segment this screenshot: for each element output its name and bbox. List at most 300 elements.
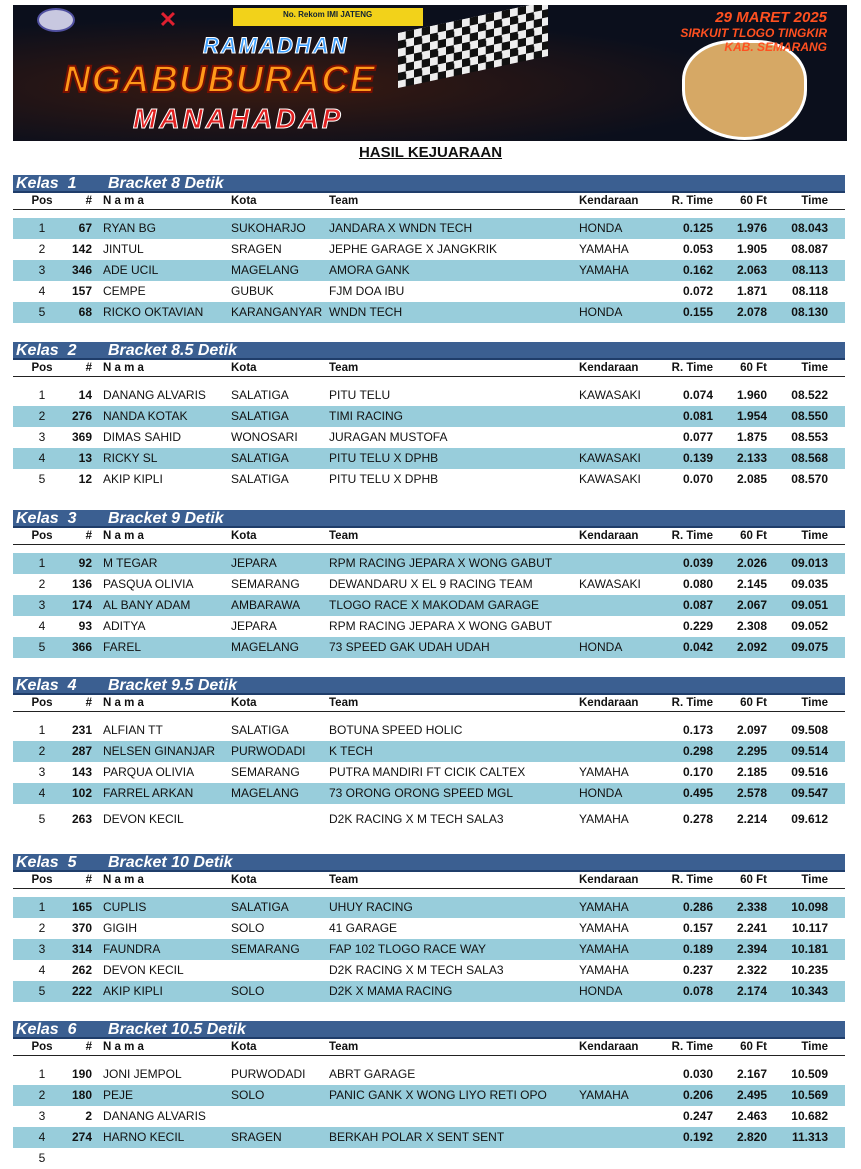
- cell-num: 180: [71, 1088, 92, 1102]
- cell-kota: SALATIGA: [231, 409, 289, 423]
- class-label: Kelas 3: [16, 510, 77, 527]
- cell-num: 287: [71, 744, 92, 758]
- cell-ft: 2.463: [736, 1109, 767, 1123]
- column-header-row: [13, 1039, 845, 1056]
- column-header-team: Team: [329, 195, 359, 207]
- cell-tm: 08.550: [791, 409, 828, 423]
- cell-ft: 2.133: [736, 451, 767, 465]
- column-header-kend: Kendaraan: [579, 1041, 639, 1053]
- cell-ft: 2.322: [736, 963, 767, 977]
- column-header-pos: Pos: [31, 362, 53, 374]
- cell-team: RPM RACING JEPARA X WONG GABUT: [329, 556, 553, 570]
- event-banner: [13, 5, 847, 141]
- column-header-team: Team: [329, 1041, 359, 1053]
- cell-rt: 0.495: [682, 786, 713, 800]
- cell-num: 346: [71, 263, 92, 277]
- bracket-label: Bracket 8 Detik: [108, 175, 224, 192]
- column-header-nama: N a m a: [103, 1041, 144, 1053]
- column-header-num: #: [85, 530, 92, 542]
- result-row: [13, 1127, 845, 1148]
- cell-ft: 1.960: [736, 388, 767, 402]
- result-row: [13, 448, 845, 469]
- class-label: Kelas 5: [16, 854, 77, 871]
- club-logo: [37, 8, 75, 32]
- cell-kota: KARANGANYAR: [231, 305, 323, 319]
- cell-kend: YAMAHA: [579, 900, 629, 914]
- cell-nama: AKIP KIPLI: [103, 472, 163, 486]
- cell-kend: HONDA: [579, 984, 623, 998]
- column-header-tm: Time: [801, 530, 828, 542]
- bracket-label: Bracket 10.5 Detik: [108, 1021, 246, 1038]
- cell-ft: 2.495: [736, 1088, 767, 1102]
- page-title: HASIL KEJUARAAN: [358, 144, 503, 161]
- cell-rt: 0.125: [682, 221, 713, 235]
- result-row: [13, 762, 845, 783]
- column-header-rt: R. Time: [671, 1041, 713, 1053]
- cell-kend: YAMAHA: [579, 812, 629, 826]
- cell-team: RPM RACING JEPARA X WONG GABUT: [329, 619, 553, 633]
- column-header-row: [13, 872, 845, 889]
- cell-kota: SRAGEN: [231, 242, 282, 256]
- cell-rt: 0.162: [682, 263, 713, 277]
- cell-pos: 4: [38, 963, 46, 977]
- cell-nama: RICKO OKTAVIAN: [103, 305, 204, 319]
- cell-team: BOTUNA SPEED HOLIC: [329, 723, 463, 737]
- cell-rt: 0.080: [682, 577, 713, 591]
- column-header-tm: Time: [801, 362, 828, 374]
- cell-rt: 0.077: [682, 430, 713, 444]
- cell-nama: PASQUA OLIVIA: [103, 577, 194, 591]
- cell-ft: 2.097: [736, 723, 767, 737]
- cell-num: 92: [78, 556, 92, 570]
- cell-num: 102: [71, 786, 92, 800]
- cell-pos: 1: [38, 900, 46, 914]
- cell-team: PITU TELU X DPHB: [329, 451, 439, 465]
- cell-nama: CEMPE: [103, 284, 146, 298]
- cell-rt: 0.078: [682, 984, 713, 998]
- cell-kota: SEMARANG: [231, 942, 300, 956]
- column-header-team: Team: [329, 362, 359, 374]
- result-row: [13, 385, 845, 406]
- cell-rt: 0.278: [682, 812, 713, 826]
- cell-num: 93: [78, 619, 92, 633]
- cell-ft: 2.295: [736, 744, 767, 758]
- cell-pos: 1: [38, 556, 46, 570]
- cell-kota: GUBUK: [231, 284, 274, 298]
- cell-team: JANDARA X WNDN TECH: [329, 221, 473, 235]
- cell-kota: PURWODADI: [231, 744, 306, 758]
- cell-ft: 2.078: [736, 305, 767, 319]
- cell-tm: 10.181: [791, 942, 828, 956]
- cell-nama: ADE UCIL: [103, 263, 159, 277]
- cell-tm: 08.130: [791, 305, 828, 319]
- cell-tm: 10.098: [791, 900, 828, 914]
- cell-kota: AMBARAWA: [231, 598, 301, 612]
- cell-num: 263: [71, 812, 92, 826]
- cell-pos: 2: [38, 921, 46, 935]
- cell-kota: MAGELANG: [231, 263, 300, 277]
- cell-tm: 09.075: [791, 640, 828, 654]
- cell-nama: FAREL: [103, 640, 142, 654]
- cell-rt: 0.206: [682, 1088, 713, 1102]
- cell-kend: HONDA: [579, 221, 623, 235]
- banner-title-main: NGABUBURACE: [63, 59, 376, 101]
- cell-tm: 08.113: [791, 263, 828, 277]
- cell-tm: 08.118: [791, 284, 828, 298]
- cell-team: PANIC GANK X WONG LIYO RETI OPO: [329, 1088, 547, 1102]
- cell-nama: NANDA KOTAK: [103, 409, 188, 423]
- result-row: [13, 918, 845, 939]
- cell-pos: 3: [38, 765, 46, 779]
- column-header-kota: Kota: [231, 530, 257, 542]
- cell-nama: JONI JEMPOL: [103, 1067, 182, 1081]
- column-header-pos: Pos: [31, 697, 53, 709]
- cell-team: PITU TELU: [329, 388, 391, 402]
- result-row: [13, 574, 845, 595]
- cell-pos: 5: [38, 812, 46, 826]
- cell-nama: GIGIH: [103, 921, 138, 935]
- bracket-label: Bracket 10 Detik: [108, 854, 233, 871]
- cell-rt: 0.286: [682, 900, 713, 914]
- cell-tm: 09.013: [791, 556, 828, 570]
- class-section: [13, 175, 845, 323]
- cell-kota: MAGELANG: [231, 640, 300, 654]
- class-header: [13, 677, 845, 695]
- cell-num: 2: [85, 1109, 92, 1123]
- cell-nama: PARQUA OLIVIA: [103, 765, 195, 779]
- result-row: [13, 616, 845, 637]
- cell-pos: 1: [38, 1067, 46, 1081]
- cell-kend: KAWASAKI: [579, 577, 641, 591]
- column-header-rt: R. Time: [671, 697, 713, 709]
- class-section: [13, 510, 845, 658]
- cell-kota: SALATIGA: [231, 723, 289, 737]
- column-header-num: #: [85, 1041, 92, 1053]
- cell-ft: 2.308: [736, 619, 767, 633]
- cell-team: JEPHE GARAGE X JANGKRIK: [329, 242, 498, 256]
- bracket-label: Bracket 9.5 Detik: [108, 677, 237, 694]
- cell-kend: YAMAHA: [579, 1088, 629, 1102]
- cell-tm: 09.051: [791, 598, 828, 612]
- cell-ft: 2.185: [736, 765, 767, 779]
- cell-pos: 5: [38, 984, 46, 998]
- cell-kend: KAWASAKI: [579, 472, 641, 486]
- cell-team: AMORA GANK: [329, 263, 410, 277]
- cell-team: 41 GARAGE: [329, 921, 398, 935]
- class-header: [13, 342, 845, 360]
- cell-kota: SALATIGA: [231, 472, 289, 486]
- cell-kota: SUKOHARJO: [231, 221, 306, 235]
- cell-team: 73 SPEED GAK UDAH UDAH: [329, 640, 490, 654]
- column-header-row: [13, 193, 845, 210]
- cell-pos: 3: [38, 263, 46, 277]
- cell-rt: 0.189: [682, 942, 713, 956]
- column-header-ft: 60 Ft: [740, 1041, 767, 1053]
- class-label: Kelas 2: [16, 342, 77, 359]
- cell-num: 370: [71, 921, 92, 935]
- cell-kend: YAMAHA: [579, 963, 629, 977]
- class-label: Kelas 1: [16, 175, 77, 192]
- column-header-kend: Kendaraan: [579, 697, 639, 709]
- cell-ft: 2.338: [736, 900, 767, 914]
- column-header-num: #: [85, 195, 92, 207]
- cell-kend: KAWASAKI: [579, 388, 641, 402]
- cell-team: ABRT GARAGE: [329, 1067, 416, 1081]
- column-header-num: #: [85, 362, 92, 374]
- cell-nama: JINTUL: [103, 242, 144, 256]
- column-header-tm: Time: [801, 697, 828, 709]
- column-header-num: #: [85, 874, 92, 886]
- column-header-row: [13, 695, 845, 712]
- cell-rt: 0.173: [682, 723, 713, 737]
- cell-nama: RYAN BG: [103, 221, 156, 235]
- cell-kota: SEMARANG: [231, 765, 300, 779]
- cell-team: FAP 102 TLOGO RACE WAY: [329, 942, 486, 956]
- class-label: Kelas 4: [16, 677, 77, 694]
- column-header-kend: Kendaraan: [579, 195, 639, 207]
- column-header-num: #: [85, 697, 92, 709]
- cell-rt: 0.072: [682, 284, 713, 298]
- event-location: KAB. SEMARANG: [724, 40, 827, 54]
- class-header: [13, 854, 845, 872]
- column-header-rt: R. Time: [671, 874, 713, 886]
- cell-nama: HARNO KECIL: [103, 1130, 185, 1144]
- cell-nama: ADITYA: [103, 619, 146, 633]
- imi-rekom-badge: No. Rekom IMI JATENG: [233, 8, 423, 26]
- column-header-rt: R. Time: [671, 362, 713, 374]
- cell-tm: 10.117: [791, 921, 828, 935]
- cell-kend: YAMAHA: [579, 263, 629, 277]
- cell-tm: 10.509: [791, 1067, 828, 1081]
- cell-ft: 2.067: [736, 598, 767, 612]
- cell-pos: 3: [38, 1109, 46, 1123]
- cell-ft: 1.976: [736, 221, 767, 235]
- cell-ft: 2.026: [736, 556, 767, 570]
- column-header-pos: Pos: [31, 1041, 53, 1053]
- cell-kota: JEPARA: [231, 556, 277, 570]
- cell-rt: 0.074: [682, 388, 713, 402]
- event-info: [680, 9, 827, 54]
- cell-num: 231: [71, 723, 92, 737]
- cell-ft: 2.167: [736, 1067, 767, 1081]
- cell-kota: SOLO: [231, 1088, 265, 1102]
- result-row: [13, 553, 845, 574]
- column-header-rt: R. Time: [671, 530, 713, 542]
- bracket-label: Bracket 9 Detik: [108, 510, 224, 527]
- cell-ft: 1.871: [736, 284, 767, 298]
- column-header-nama: N a m a: [103, 697, 144, 709]
- cell-pos: 5: [38, 472, 46, 486]
- cell-tm: 08.522: [791, 388, 828, 402]
- column-header-kota: Kota: [231, 195, 257, 207]
- column-header-ft: 60 Ft: [740, 530, 767, 542]
- cell-nama: RICKY SL: [103, 451, 158, 465]
- cell-tm: 09.508: [791, 723, 828, 737]
- cell-ft: 2.241: [736, 921, 767, 935]
- cell-tm: 09.514: [791, 744, 828, 758]
- column-header-kend: Kendaraan: [579, 530, 639, 542]
- class-section: [13, 854, 845, 1002]
- cell-num: 262: [71, 963, 92, 977]
- cell-tm: 08.043: [791, 221, 828, 235]
- cell-rt: 0.157: [682, 921, 713, 935]
- cell-num: 68: [78, 305, 92, 319]
- cell-rt: 0.229: [682, 619, 713, 633]
- column-header-nama: N a m a: [103, 362, 144, 374]
- cell-num: 366: [71, 640, 92, 654]
- cell-pos: 4: [38, 619, 46, 633]
- cell-kota: SALATIGA: [231, 388, 289, 402]
- cell-rt: 0.247: [682, 1109, 713, 1123]
- cell-kota: SOLO: [231, 921, 265, 935]
- cell-kend: YAMAHA: [579, 765, 629, 779]
- result-row: [13, 406, 845, 427]
- class-section: [13, 677, 845, 830]
- class-section: [13, 1021, 845, 1169]
- column-header-row: [13, 528, 845, 545]
- cell-kend: YAMAHA: [579, 242, 629, 256]
- cell-nama: M TEGAR: [103, 556, 158, 570]
- cell-kota: PURWODADI: [231, 1067, 306, 1081]
- cell-team: PUTRA MANDIRI FT CICIK CALTEX: [329, 765, 526, 779]
- cell-rt: 0.042: [682, 640, 713, 654]
- cell-team: D2K RACING X M TECH SALA3: [329, 963, 504, 977]
- result-row: [13, 809, 845, 830]
- cell-num: 142: [71, 242, 92, 256]
- cell-rt: 0.170: [682, 765, 713, 779]
- cell-nama: DANANG ALVARIS: [103, 388, 206, 402]
- cell-nama: AKIP KIPLI: [103, 984, 163, 998]
- column-header-kota: Kota: [231, 874, 257, 886]
- result-row: [13, 239, 845, 260]
- result-row: [13, 981, 845, 1002]
- mask-illustration: [682, 40, 807, 140]
- cell-nama: DIMAS SAHID: [103, 430, 182, 444]
- result-row: [13, 281, 845, 302]
- column-header-team: Team: [329, 697, 359, 709]
- cell-tm: 10.682: [791, 1109, 828, 1123]
- column-header-rt: R. Time: [671, 195, 713, 207]
- cell-tm: 08.568: [791, 451, 828, 465]
- cell-team: TIMI RACING: [329, 409, 403, 423]
- column-header-nama: N a m a: [103, 530, 144, 542]
- cell-ft: 2.063: [736, 263, 767, 277]
- class-header: [13, 1021, 845, 1039]
- cell-team: D2K X MAMA RACING: [329, 984, 453, 998]
- cell-rt: 0.039: [682, 556, 713, 570]
- result-row: [13, 595, 845, 616]
- cell-pos: 1: [38, 388, 46, 402]
- cell-team: BERKAH POLAR X SENT SENT: [329, 1130, 505, 1144]
- column-header-tm: Time: [801, 195, 828, 207]
- sponsor-logo: ✕: [158, 7, 178, 32]
- class-header: [13, 175, 845, 193]
- cell-pos: 5: [38, 1151, 46, 1165]
- column-header-ft: 60 Ft: [740, 195, 767, 207]
- cell-nama: AL BANY ADAM: [103, 598, 191, 612]
- result-row: [13, 637, 845, 658]
- cell-ft: 2.820: [736, 1130, 767, 1144]
- cell-num: 314: [71, 942, 92, 956]
- cell-nama: DEVON KECIL: [103, 963, 184, 977]
- cell-kend: HONDA: [579, 640, 623, 654]
- column-header-nama: N a m a: [103, 195, 144, 207]
- cell-num: 190: [71, 1067, 92, 1081]
- cell-kota: MAGELANG: [231, 786, 300, 800]
- cell-tm: 09.035: [791, 577, 828, 591]
- result-row: [13, 783, 845, 804]
- cell-kend: KAWASAKI: [579, 451, 641, 465]
- cell-pos: 5: [38, 640, 46, 654]
- cell-nama: DANANG ALVARIS: [103, 1109, 206, 1123]
- cell-kend: HONDA: [579, 305, 623, 319]
- cell-kend: HONDA: [579, 786, 623, 800]
- cell-nama: ALFIAN TT: [103, 723, 163, 737]
- column-header-nama: N a m a: [103, 874, 144, 886]
- cell-num: 369: [71, 430, 92, 444]
- class-section: [13, 342, 845, 490]
- result-row: [13, 1064, 845, 1085]
- column-header-kota: Kota: [231, 697, 257, 709]
- cell-ft: 1.875: [736, 430, 767, 444]
- column-header-pos: Pos: [31, 195, 53, 207]
- cell-num: 222: [71, 984, 92, 998]
- cell-nama: CUPLIS: [103, 900, 147, 914]
- cell-pos: 2: [38, 577, 46, 591]
- cell-kend: YAMAHA: [579, 942, 629, 956]
- cell-team: UHUY RACING: [329, 900, 413, 914]
- cell-nama: NELSEN GINANJAR: [103, 744, 216, 758]
- cell-rt: 0.298: [682, 744, 713, 758]
- cell-num: 274: [71, 1130, 92, 1144]
- cell-rt: 0.087: [682, 598, 713, 612]
- column-header-ft: 60 Ft: [740, 874, 767, 886]
- cell-rt: 0.070: [682, 472, 713, 486]
- event-venue: SIRKUIT TLOGO TINGKIR: [680, 26, 827, 40]
- cell-team: JURAGAN MUSTOFA: [329, 430, 448, 444]
- cell-tm: 09.516: [791, 765, 828, 779]
- cell-nama: FARREL ARKAN: [103, 786, 194, 800]
- cell-tm: 10.235: [791, 963, 828, 977]
- cell-ft: 2.085: [736, 472, 767, 486]
- cell-nama: FAUNDRA: [103, 942, 161, 956]
- cell-pos: 4: [38, 451, 46, 465]
- result-row: [13, 427, 845, 448]
- cell-team: 73 ORONG ORONG SPEED MGL: [329, 786, 514, 800]
- cell-kota: SOLO: [231, 984, 265, 998]
- banner-title-sub: MANAHADAP: [133, 103, 344, 134]
- cell-pos: 2: [38, 744, 46, 758]
- cell-ft: 1.954: [736, 409, 767, 423]
- cell-num: 136: [71, 577, 92, 591]
- cell-num: 165: [71, 900, 92, 914]
- cell-team: WNDN TECH: [329, 305, 403, 319]
- cell-ft: 2.092: [736, 640, 767, 654]
- cell-kota: SRAGEN: [231, 1130, 282, 1144]
- cell-num: 67: [78, 221, 92, 235]
- column-header-kota: Kota: [231, 362, 257, 374]
- cell-tm: 10.569: [791, 1088, 828, 1102]
- cell-ft: 2.145: [736, 577, 767, 591]
- column-header-team: Team: [329, 874, 359, 886]
- result-row: [13, 260, 845, 281]
- cell-nama: DEVON KECIL: [103, 812, 184, 826]
- column-header-kota: Kota: [231, 1041, 257, 1053]
- cell-pos: 4: [38, 1130, 46, 1144]
- cell-team: D2K RACING X M TECH SALA3: [329, 812, 504, 826]
- cell-ft: 2.174: [736, 984, 767, 998]
- cell-pos: 4: [38, 284, 46, 298]
